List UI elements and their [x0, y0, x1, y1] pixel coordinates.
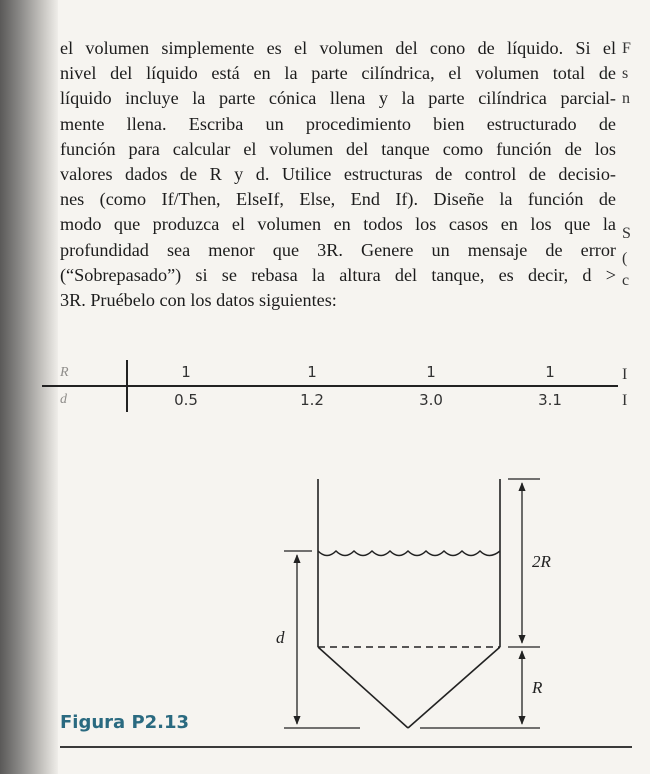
text-line: profundidad sea menor que 3R. Genere un mensaje de error	[60, 239, 616, 260]
right-fragment: I	[622, 392, 628, 409]
text-line: modo que produzca el volumen en todos los casos en los que la	[60, 214, 616, 235]
bottom-rule	[60, 746, 632, 748]
right-fragment: n	[622, 90, 630, 107]
table-cell-R: 1	[181, 363, 191, 381]
text-line: nes (como If/Then, ElseIf, Else, End If). Diseñe la función de	[60, 189, 616, 210]
label-d: d	[276, 628, 285, 647]
text-line: 3R. Pruébelo con los datos siguientes:	[60, 290, 337, 311]
table-cell-d: 0.5	[174, 391, 198, 409]
table-cell-R: 1	[426, 363, 436, 381]
cone-right-side	[408, 647, 500, 728]
label-R: R	[532, 678, 543, 697]
right-fragment: F	[622, 40, 631, 57]
figure-caption: Figura P2.13	[60, 712, 190, 733]
table-cell-d: 3.0	[419, 391, 443, 409]
right-fragment: S	[622, 225, 631, 242]
liquid-surface	[318, 551, 500, 556]
label-2R: 2R	[532, 552, 551, 571]
text-line: nivel del líquido está en la parte cilíndrica, el volumen total de	[60, 63, 616, 84]
text-line: mente llena. Escriba un procedimiento bien estructurado de	[60, 113, 616, 134]
table-cell-d: 1.2	[300, 391, 324, 409]
table-cell-R: 1	[307, 363, 317, 381]
text-line: función para calcular el volumen del tanque como función de los	[60, 138, 616, 159]
row-label-d: d	[60, 392, 67, 407]
text-line: el volumen simplemente es el volumen del cono de líquido. Si el	[60, 38, 616, 58]
right-fragment: s	[622, 65, 629, 82]
text-line: valores dados de R y d. Utilice estructuras de control de decisio-	[60, 164, 616, 185]
text-line: líquido incluye la parte cónica llena y la parte cilíndrica parcial-	[60, 88, 616, 109]
table-cell-d: 3.1	[538, 391, 562, 409]
table-cell-R: 1	[545, 363, 555, 381]
right-fragment: I	[622, 366, 628, 383]
cone-left-side	[318, 647, 408, 728]
row-label-R: R	[60, 365, 69, 380]
text-line: (“Sobrepasado”) si se rebasa la altura del tanque, es decir, d >	[60, 264, 616, 285]
right-fragment: (	[622, 250, 628, 267]
right-fragment: c	[622, 272, 630, 289]
